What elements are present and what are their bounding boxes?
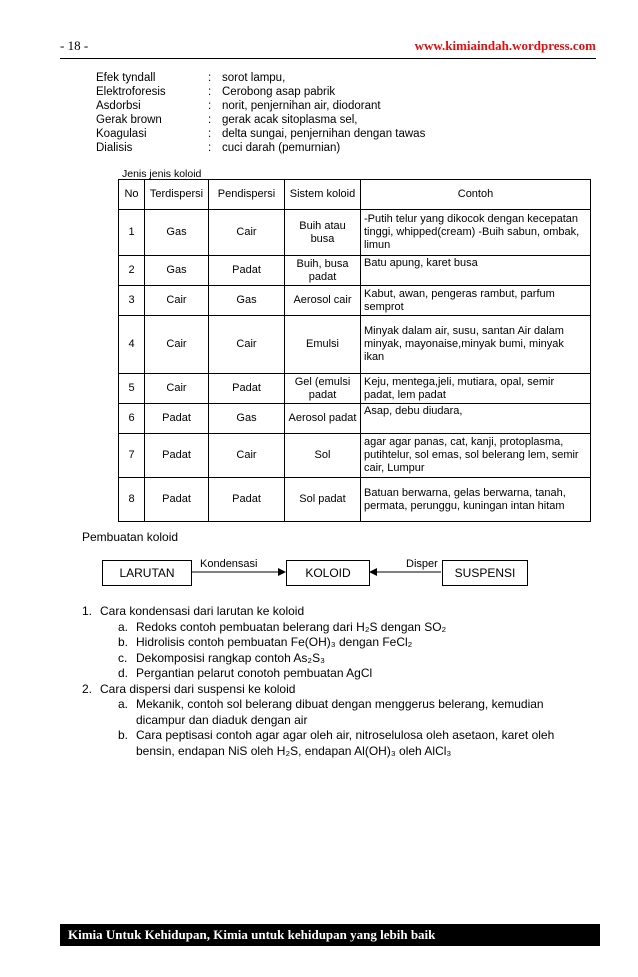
list-item <box>82 682 582 698</box>
cell-terdispersi: Gas <box>145 256 209 286</box>
cell-terdispersi: Padat <box>145 478 209 522</box>
list-item <box>82 604 582 620</box>
cell-pendispersi: Cair <box>209 434 285 478</box>
cell-contoh: agar agar panas, cat, kanji, protoplasma, putihtelur, sol emas, sol belerang lem, semir cair, Lumpur <box>361 434 591 478</box>
term-desc: norit, penjernihan air, diodorant <box>222 100 381 112</box>
list-text: Dekomposisi rangkap contoh As₂S₃ <box>136 650 325 665</box>
cell-contoh: Minyak dalam air, susu, santan Air dalam minyak, mayonaise,minyak bumi, minyak ikan <box>361 316 591 374</box>
cell-contoh: Asap, debu diudara, <box>361 404 591 434</box>
term-desc: gerak acak sitoplasma sel, <box>222 114 358 126</box>
cell-terdispersi: Cair <box>145 316 209 374</box>
koloid-box: KOLOID <box>286 560 370 586</box>
list-letter: b. <box>118 635 129 649</box>
sub-list-item <box>118 728 582 759</box>
list-text: Mekanik, contoh sol belerang dibuat dengan menggerus belerang, kemudian dicampur dan diaduk dengan air <box>136 697 544 727</box>
cell-terdispersi: Cair <box>145 374 209 404</box>
list-number: 1. <box>82 604 93 618</box>
list-letter: c. <box>118 650 128 665</box>
header-pendispersi: Pendispersi <box>209 180 285 210</box>
list-text: Hidrolisis contoh pembuatan Fe(OH)₃ dengan FeCl₂ <box>136 635 413 649</box>
cell-contoh: Keju, mentega,jeli, mutiara, opal, semir padat, lem padat <box>361 374 591 404</box>
list-text: Cara peptisasi contoh agar agar oleh air, nitroselulosa oleh asetaon, karet oleh bensin, endapan NiS oleh H₂S, endapan Al(OH)₃ oleh AlCl₃ <box>136 728 555 758</box>
term-desc: sorot lampu, <box>222 72 286 84</box>
page-number: - 18 - <box>60 38 89 53</box>
cell-no: 6 <box>119 404 145 434</box>
cell-sistem: Aerosol cair <box>285 286 361 316</box>
term-colon: : <box>208 100 212 112</box>
sub-list-item <box>118 620 582 636</box>
term-colon: : <box>208 86 212 98</box>
term-colon: : <box>208 114 212 126</box>
sub-list-item <box>118 666 582 682</box>
cell-no: 8 <box>119 478 145 522</box>
list-number: 2. <box>82 681 93 696</box>
header-no: No <box>119 180 145 210</box>
cell-sistem: Emulsi <box>285 316 361 374</box>
kondensasi-label: Kondensasi <box>200 558 258 570</box>
term-colon: : <box>208 128 212 140</box>
list-text: Cara kondensasi dari larutan ke koloid <box>100 604 305 618</box>
cell-no: 1 <box>119 210 145 256</box>
cell-sistem: Sol padat <box>285 478 361 522</box>
cell-sistem: Buih atau busa <box>285 210 361 256</box>
sub-list-item <box>118 651 582 667</box>
list-text: Pergantian pelarut conotoh pembuatan AgCl <box>136 666 373 680</box>
term-name: Koagulasi <box>96 128 147 140</box>
cell-contoh: -Putih telur yang dikocok dengan kecepatan tinggi, whipped(cream) -Buih sabun, ombak, limun <box>361 210 591 256</box>
term-name: Efek tyndall <box>96 72 156 84</box>
header-terdispersi: Terdispersi <box>145 180 209 210</box>
cell-sistem: Sol <box>285 434 361 478</box>
cell-sistem: Gel (emulsi padat <box>285 374 361 404</box>
cell-no: 5 <box>119 374 145 404</box>
term-colon: : <box>208 142 212 154</box>
cell-pendispersi: Padat <box>209 256 285 286</box>
list-letter: d. <box>118 666 129 680</box>
cell-sistem: Aerosol padat <box>285 404 361 434</box>
term-desc: Cerobong asap pabrik <box>222 86 336 98</box>
table-caption: Jenis jenis koloid <box>122 168 202 180</box>
cell-no: 4 <box>119 316 145 374</box>
cell-terdispersi: Cair <box>145 286 209 316</box>
cell-pendispersi: Padat <box>209 478 285 522</box>
cell-terdispersi: Padat <box>145 434 209 478</box>
larutan-box: LARUTAN <box>102 560 192 586</box>
cell-no: 2 <box>119 256 145 286</box>
term-name: Gerak brown <box>96 114 162 126</box>
cell-pendispersi: Gas <box>209 286 285 316</box>
list-letter: a. <box>118 619 129 634</box>
cell-contoh: Batuan berwarna, gelas berwarna, tanah, permata, perunggu, kuningan intan hitam <box>361 478 591 522</box>
term-name: Dialisis <box>96 142 133 154</box>
list-letter: a. <box>118 697 129 711</box>
cell-sistem: Buih, busa padat <box>285 256 361 286</box>
term-name: Elektroforesis <box>96 86 166 98</box>
cell-terdispersi: Gas <box>145 210 209 256</box>
header-sistem: Sistem koloid <box>285 180 361 210</box>
term-name: Asdorbsi <box>96 100 141 112</box>
method-list <box>82 604 582 759</box>
cell-terdispersi: Padat <box>145 404 209 434</box>
cell-contoh: Kabut, awan, pengeras rambut, parfum semprot <box>361 286 591 316</box>
cell-contoh: Batu apung, karet busa <box>361 256 591 286</box>
term-colon: : <box>208 72 212 84</box>
footer-banner: Kimia Untuk Kehidupan, Kimia untuk kehidupan yang lebih baik <box>60 924 600 946</box>
website-url[interactable]: www.kimiaindah.wordpress.com <box>414 38 596 53</box>
cell-pendispersi: Gas <box>209 404 285 434</box>
sub-list-item <box>118 697 582 728</box>
list-text: Cara dispersi dari suspensi ke koloid <box>100 681 296 696</box>
header-contoh: Contoh <box>361 180 591 210</box>
sub-list-item <box>118 635 582 651</box>
dispersi-label: Disper <box>406 558 438 570</box>
section-title: Pembuatan koloid <box>82 530 179 544</box>
term-desc: delta sungai, penjernihan dengan tawas <box>222 128 426 140</box>
cell-no: 7 <box>119 434 145 478</box>
cell-pendispersi: Padat <box>209 374 285 404</box>
suspensi-box: SUSPENSI <box>442 560 528 586</box>
list-text: Redoks contoh pembuatan belerang dari H₂S dengan SO₂ <box>136 619 447 634</box>
cell-pendispersi: Cair <box>209 316 285 374</box>
cell-no: 3 <box>119 286 145 316</box>
list-letter: b. <box>118 728 129 742</box>
term-desc: cuci darah (pemurnian) <box>222 142 341 154</box>
cell-pendispersi: Cair <box>209 210 285 256</box>
